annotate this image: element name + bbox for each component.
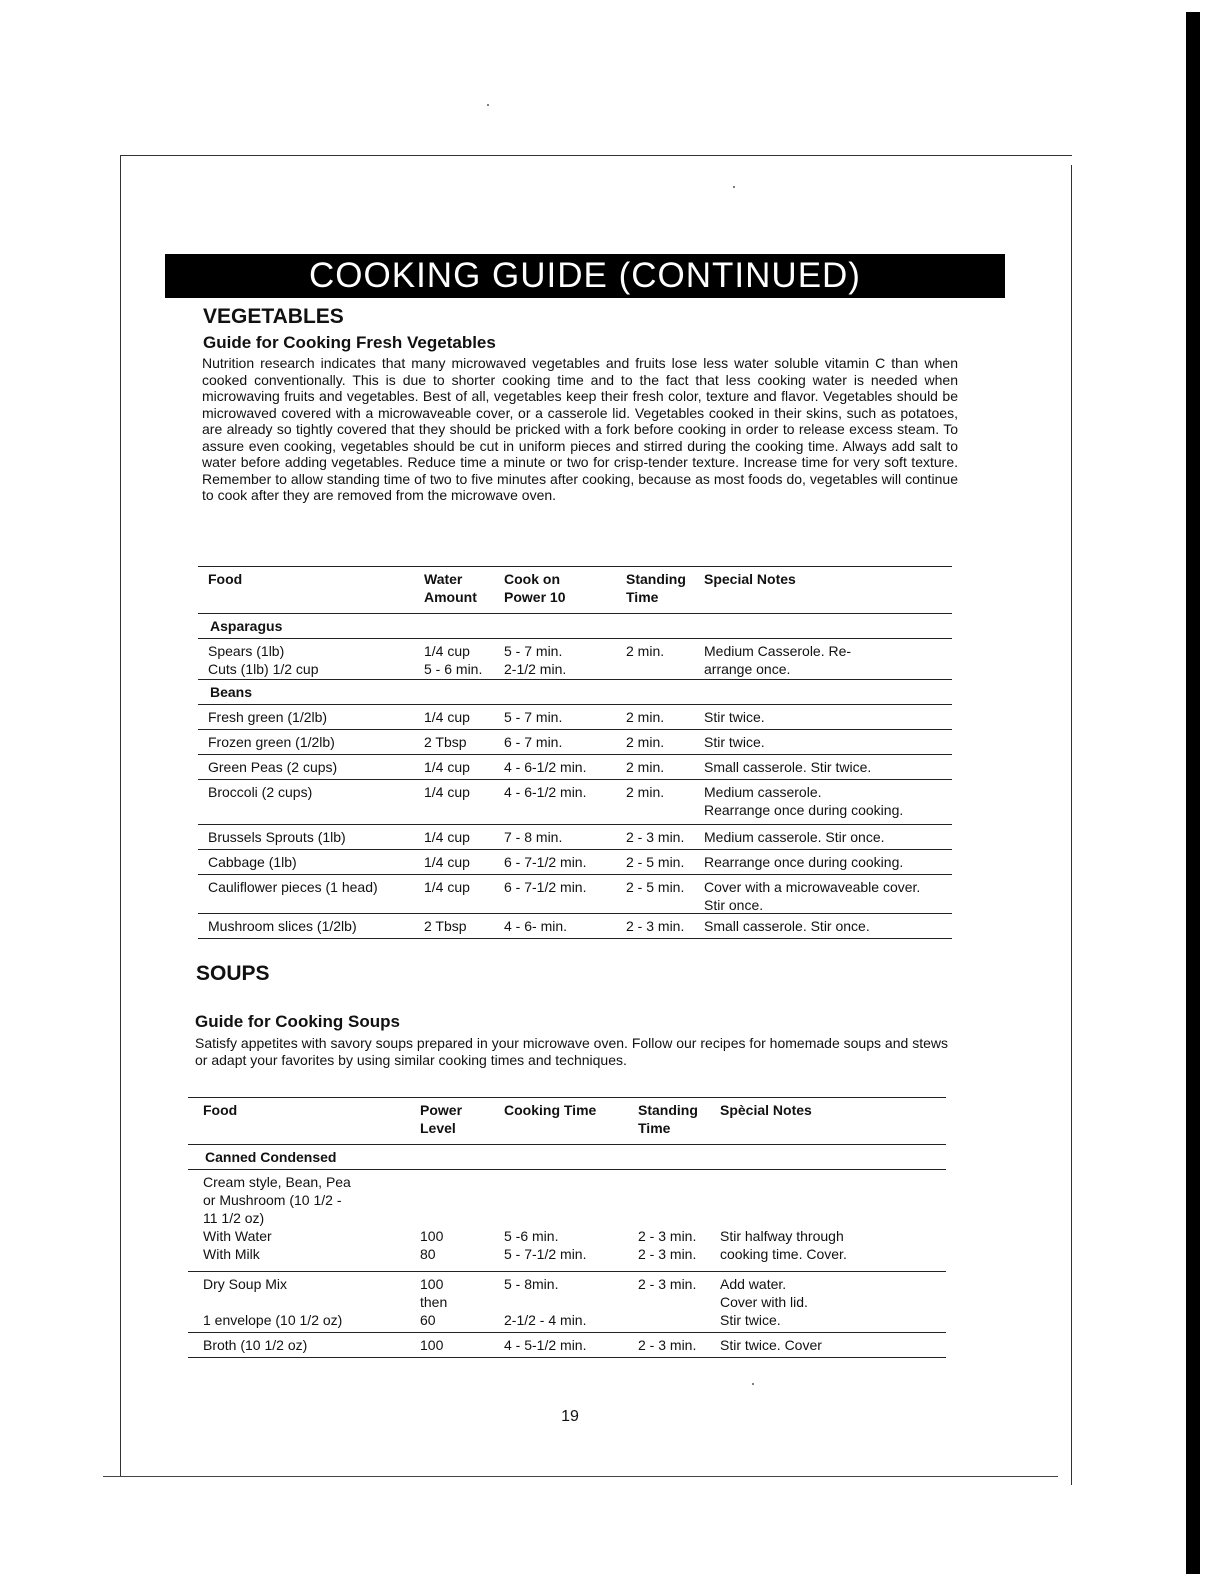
cell-standing-time: 2 min. xyxy=(626,734,665,750)
cell-cooking-time: 5 - 8min. 2-1/2 - 4 min. xyxy=(504,1276,587,1328)
soups-paragraph: Satisfy appetites with savory soups prepared in your microwave oven. Follow our recipes for homemade soups and stews or adapt your favorites by using similar cooking times and techniques. xyxy=(195,1035,948,1068)
table-row xyxy=(188,1272,946,1333)
cell-cooking-time: 4 - 5-1/2 min. xyxy=(504,1337,587,1353)
soups-heading: SOUPS xyxy=(196,962,270,985)
vegetables-subheading: Guide for Cooking Fresh Vegetables xyxy=(203,333,496,352)
table-row xyxy=(198,825,952,850)
cell-standing-time: 2 - 5 min. xyxy=(626,879,685,895)
cell-food: Broccoli (2 cups) xyxy=(208,784,313,800)
column-header-standing-time: Standing Time xyxy=(626,571,686,605)
cell-special-notes: Stir halfway through cooking time. Cover. xyxy=(720,1228,847,1262)
group-label: Beans xyxy=(210,684,253,700)
column-header-cook-time: Cook on Power 10 xyxy=(504,571,566,605)
cell-food: Brussels Sprouts (1lb) xyxy=(208,829,346,845)
page-number: 19 xyxy=(561,1408,579,1425)
cell-food: Green Peas (2 cups) xyxy=(208,759,338,775)
table-row xyxy=(198,639,952,680)
cell-cook-time: 4 - 6- min. xyxy=(504,918,568,934)
group-label: Asparagus xyxy=(210,618,283,634)
cell-standing-time: 2 min. xyxy=(626,784,665,800)
table-header-row xyxy=(188,1097,946,1145)
cell-special-notes: Cover with a microwaveable cover. Stir once. xyxy=(704,879,921,913)
cell-power-level: 100 xyxy=(420,1337,444,1353)
group-label: Canned Condensed xyxy=(205,1149,337,1165)
column-header-power-level: Power Level xyxy=(420,1102,463,1136)
scan-speck xyxy=(487,104,489,106)
table-row xyxy=(198,780,952,825)
table-group-row xyxy=(188,1145,946,1170)
cell-special-notes: Stir twice. xyxy=(704,734,765,750)
soups-table xyxy=(188,1097,946,1358)
cell-food: Fresh green (1/2lb) xyxy=(208,709,328,725)
vegetables-paragraph: Nutrition research indicates that many microwaved vegetables and fruits lose less water soluble vitamin C than when cooked conventionally. This is due to shorter cooking time and to the fact that less cooking water is needed when microwaving fruits and vegetables. Best of all, vegetables keep their fresh color, texture and flavor. Vegetables should be microwaved covered with a microwaveable cover, or a casserole lid. Vegetables cooked in their skins, such as potatoes, are already so tightly covered that they should be pricked with a fork before cooking in order to release excess steam. To assure even cooking, vegetables should be cut in uniform pieces and stirred during the cooking time. Always add salt to water before adding vegetables. Reduce time a minute or two for crisp-tender texture. Increase time for very soft texture. Remember to allow standing time of two to five minutes after cooking, because as most foods do, vegetables will continue to cook after they are removed from the microwave oven. xyxy=(202,355,958,503)
cell-power-level: 100 then 60 xyxy=(420,1276,448,1328)
cell-cook-time: 6 - 7-1/2 min. xyxy=(504,879,587,895)
soups-subheading: Guide for Cooking Soups xyxy=(195,1012,400,1031)
cell-special-notes: Stir twice. xyxy=(704,709,765,725)
column-header-special-notes: Spècial Notes xyxy=(720,1102,812,1118)
column-header-cooking-time: Cooking Time xyxy=(504,1102,597,1118)
cell-standing-time: 2 min. xyxy=(626,643,665,659)
cell-cook-time: 4 - 6-1/2 min. xyxy=(504,784,587,800)
cell-special-notes: Stir twice. Cover xyxy=(720,1337,822,1353)
cell-standing-time: 2 min. xyxy=(626,709,665,725)
cell-standing-time: 2 - 3 min. xyxy=(638,1276,697,1292)
table-row xyxy=(198,914,952,939)
cell-standing-time: 2 - 3 min. 2 - 3 min. xyxy=(638,1228,697,1262)
table-row xyxy=(188,1170,946,1272)
cell-water-amount: 1/4 cup xyxy=(424,759,470,775)
cell-food: Frozen green (1/2lb) xyxy=(208,734,335,750)
cell-food: Dry Soup Mix 1 envelope (10 1/2 oz) xyxy=(203,1276,343,1328)
frame-top-rule xyxy=(120,155,1072,156)
cell-water-amount: 1/4 cup xyxy=(424,709,470,725)
cell-special-notes: Medium casserole. Rearrange once during cooking. xyxy=(704,784,904,818)
column-header-food: Food xyxy=(203,1102,238,1118)
column-header-standing-time: Standing Time xyxy=(638,1102,698,1136)
page-edge-bar xyxy=(1186,12,1200,1574)
cell-power-level: 100 80 xyxy=(420,1228,444,1262)
frame-bottom-rule xyxy=(103,1476,1058,1477)
scan-speck xyxy=(733,186,735,188)
cell-special-notes: Add water. Cover with lid. Stir twice. xyxy=(720,1276,808,1328)
cell-cook-time: 7 - 8 min. xyxy=(504,829,563,845)
table-row xyxy=(198,705,952,730)
page-banner-title: COOKING GUIDE (CONTINUED) xyxy=(165,254,1005,298)
cell-cook-time: 6 - 7 min. xyxy=(504,734,563,750)
table-group-row xyxy=(198,680,952,705)
cell-special-notes: Medium casserole. Stir once. xyxy=(704,829,885,845)
cell-water-amount: 1/4 cup 5 - 6 min. xyxy=(424,643,483,677)
table-row xyxy=(198,850,952,875)
cell-special-notes: Small casserole. Stir twice. xyxy=(704,759,872,775)
cell-water-amount: 1/4 cup xyxy=(424,784,470,800)
cell-standing-time: 2 - 3 min. xyxy=(626,829,685,845)
vegetables-table xyxy=(198,566,952,939)
cell-cook-time: 4 - 6-1/2 min. xyxy=(504,759,587,775)
cell-standing-time: 2 - 3 min. xyxy=(638,1337,697,1353)
vegetables-heading: VEGETABLES xyxy=(203,305,344,328)
cell-water-amount: 1/4 cup xyxy=(424,879,470,895)
cell-water-amount: 1/4 cup xyxy=(424,854,470,870)
column-header-food: Food xyxy=(208,571,243,587)
frame-left-rule xyxy=(120,155,121,1477)
table-row xyxy=(198,755,952,780)
cell-food: Mushroom slices (1/2lb) xyxy=(208,918,357,934)
table-row xyxy=(198,730,952,755)
table-row xyxy=(188,1333,946,1358)
frame-right-rule xyxy=(1071,165,1072,1485)
cell-water-amount: 2 Tbsp xyxy=(424,734,467,750)
cell-water-amount: 2 Tbsp xyxy=(424,918,467,934)
cell-cook-time: 5 - 7 min. xyxy=(504,709,563,725)
table-header-row xyxy=(198,566,952,614)
cell-food: Broth (10 1/2 oz) xyxy=(203,1337,308,1353)
cell-food: Cream style, Bean, Pea or Mushroom (10 1/2 - 11 1/2 oz) With Water With Milk xyxy=(203,1174,351,1262)
cell-food: Cauliflower pieces (1 head) xyxy=(208,879,378,895)
cell-cooking-time: 5 -6 min. 5 - 7-1/2 min. xyxy=(504,1228,587,1262)
scan-speck xyxy=(752,1383,754,1385)
cell-food: Spears (1lb) Cuts (1lb) 1/2 cup xyxy=(208,643,319,677)
cell-standing-time: 2 - 5 min. xyxy=(626,854,685,870)
cell-cook-time: 5 - 7 min. 2-1/2 min. xyxy=(504,643,567,677)
table-row xyxy=(198,875,952,914)
cell-special-notes: Rearrange once during cooking. xyxy=(704,854,904,870)
cell-water-amount: 1/4 cup xyxy=(424,829,470,845)
column-header-water-amount: Water Amount xyxy=(424,571,477,605)
cell-special-notes: Small casserole. Stir once. xyxy=(704,918,870,934)
cell-standing-time: 2 - 3 min. xyxy=(626,918,685,934)
cell-food: Cabbage (1lb) xyxy=(208,854,297,870)
table-group-row xyxy=(198,614,952,639)
column-header-special-notes: Special Notes xyxy=(704,571,796,587)
cell-cook-time: 6 - 7-1/2 min. xyxy=(504,854,587,870)
cell-standing-time: 2 min. xyxy=(626,759,665,775)
cell-special-notes: Medium Casserole. Re- arrange once. xyxy=(704,643,852,677)
